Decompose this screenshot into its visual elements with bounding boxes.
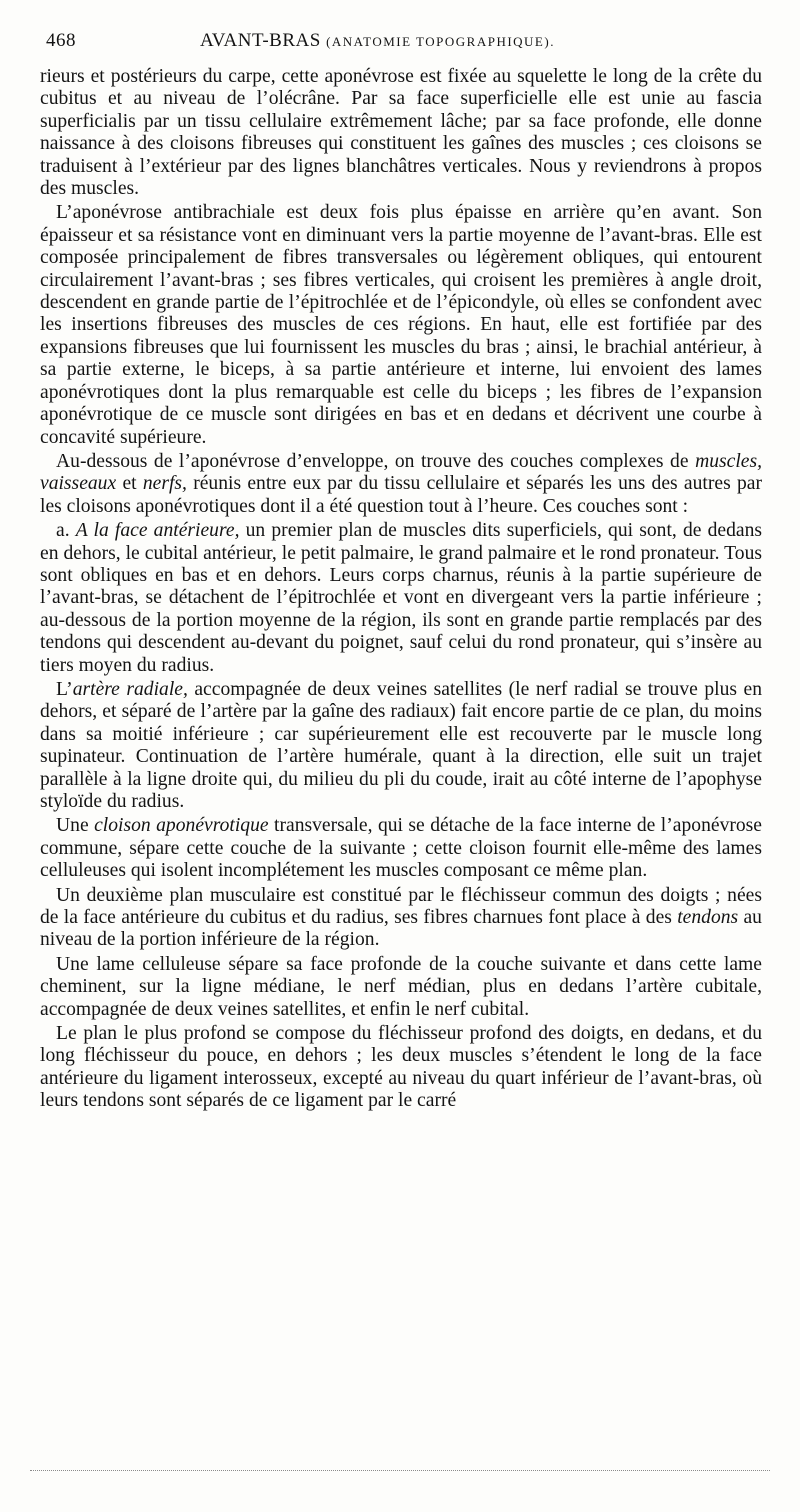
paragraph <box>40 451 762 518</box>
italic-term: artère radiale, <box>72 678 188 700</box>
italic-term: A la face antérieure, <box>75 520 240 542</box>
running-header <box>46 30 766 60</box>
running-title <box>200 30 555 52</box>
paragraph <box>40 520 762 677</box>
text-run: Une <box>56 815 95 837</box>
text-run: transversale, qui se détache de la face interne de l’aponévrose commune, sépare cette couche de la suivante ; cette cloison fournit elle-même des lames celluleuses qui isolent incomplétement les muscles composant ce même plan. <box>40 815 763 882</box>
italic-term: nerfs, <box>142 473 187 495</box>
paragraph <box>40 954 762 1021</box>
paragraph <box>40 66 762 200</box>
italic-term: muscles, vaisseaux <box>40 450 762 495</box>
text-run: Au-dessous de l’aponévrose d’enveloppe, on trouve des couches complexes de <box>56 450 696 472</box>
text-run: L’aponévrose antibrachiale est deux fois plus épaisse en arrière qu’en avant. Son épaisseur et sa résistance vont en diminuant vers la partie moyenne de l’avant-bras. Elle est composée principalement de fibres transversales ou légèrement obliques, qui entourent circulairement l’avant-bras ; ses fibres verticales, qui croisent les premières à angle droit, descendent en grande partie de l’épitrochlée et de l’épicondyle, où elles se confondent avec les insertions fibreuses des muscles de ces régions. En haut, elle est fortifiée par des expansions fibreuses que lui fournissent les muscles du bras ; ainsi, le brachial antérieur, à sa partie externe, le biceps, à sa partie antérieure et interne, lui envoient des lames aponévrotiques dont la plus remarquable est celle du biceps ; les fibres de l’expansion aponévrotique de ce muscle sont dirigées en bas et en dedans et décrivent une courbe à concavité supérieure. <box>40 202 762 448</box>
text-run: au niveau de la portion inférieure de la région. <box>40 907 762 951</box>
footer-dotted-rule <box>30 1470 770 1471</box>
paragraph <box>40 1023 762 1113</box>
italic-term: tendons <box>677 907 739 929</box>
page-number: 468 <box>46 30 76 51</box>
running-title-main: AVANT-BRAS <box>200 30 321 51</box>
text-run: rieurs et postérieurs du carpe, cette aponévrose est fixée au squelette le long de la crête du cubitus et au niveau de l’olécrâne. Par sa face superficielle elle est unie au fascia superficialis par un tissu cellulaire extrêmement lâche; par sa face profonde, elle donne naissance à des cloisons fibreuses qui constituent les gaînes des muscles ; ces cloisons se traduisent à l’extérieur par des lignes blanchâtres verticales. Nous y reviendrons à propos des muscles. <box>40 66 762 200</box>
paragraph <box>40 202 762 448</box>
text-run: accompagnée de deux veines satellites (le nerf radial se trouve plus en dehors, et séparé de l’artère par la gaîne des radiaux) fait encore partie de ce plan, du moins dans sa moitié inférieure ; car supérieurement elle est recouverte par le muscle long supinateur. Continuation de l’artère humérale, quant à la direction, elle suit un trajet parallèle à la ligne droite qui, du milieu du pli du coude, irait au côté interne de l’apophyse styloïde du radius. <box>40 678 762 812</box>
text-run: a. <box>56 520 76 542</box>
italic-term: cloison aponévrotique <box>94 815 269 837</box>
text-run: Le plan le plus profond se compose du fléchisseur profond des doigts, en dedans, et du long fléchisseur du pouce, en dehors ; les deux muscles s’étendent le long de la face antérieure du ligament interosseux, excepté au niveau du quart inférieur de l’avant-bras, où leurs tendons sont séparés de ce ligament par le carré <box>40 1023 762 1112</box>
text-run: réunis entre eux par du tissu cellulaire et séparés les uns des autres par les cloisons aponévrotiques dont il a été question tout à l’heure. Ces couches sont : <box>40 473 762 517</box>
running-title-subtitle: (ANATOMIE TOPOGRAPHIQUE). <box>326 34 555 49</box>
text-run: Un deuxième plan musculaire est constitué par le fléchisseur commun des doigts ; nées de la face antérieure du cubitus et du radius, ses fibres charnues font place à des <box>40 884 762 929</box>
paragraph <box>40 815 762 882</box>
text-run: et <box>116 473 143 495</box>
paragraph <box>40 885 762 952</box>
text-run: un premier plan de muscles dits superficiels, qui sont, de dedans en dehors, le cubital antérieur, le petit palmaire, le grand palmaire et le rond pronateur. Tous sont obliques en bas et en dehors. Leurs corps charnus, réunis à la partie supérieure de l’avant-bras, se détachent de l’épitrochlée et vont en divergeant vers la partie inférieure ; au-dessous de la portion moyenne de la région, ils sont en grande partie remplacés par des tendons qui descendent au-devant du poignet, sauf celui du rond pronateur, qui s’insère au tiers moyen du radius. <box>40 520 763 676</box>
paragraph <box>40 679 762 813</box>
text-run: L’ <box>56 678 73 700</box>
text-run: Une lame celluleuse sépare sa face profonde de la couche suivante et dans cette lame cheminent, sur la ligne médiane, le nerf médian, plus en dedans l’artère cubitale, accompagnée de deux veines satellites, et enfin le nerf cubital. <box>40 953 762 1020</box>
body-text <box>40 66 762 1113</box>
